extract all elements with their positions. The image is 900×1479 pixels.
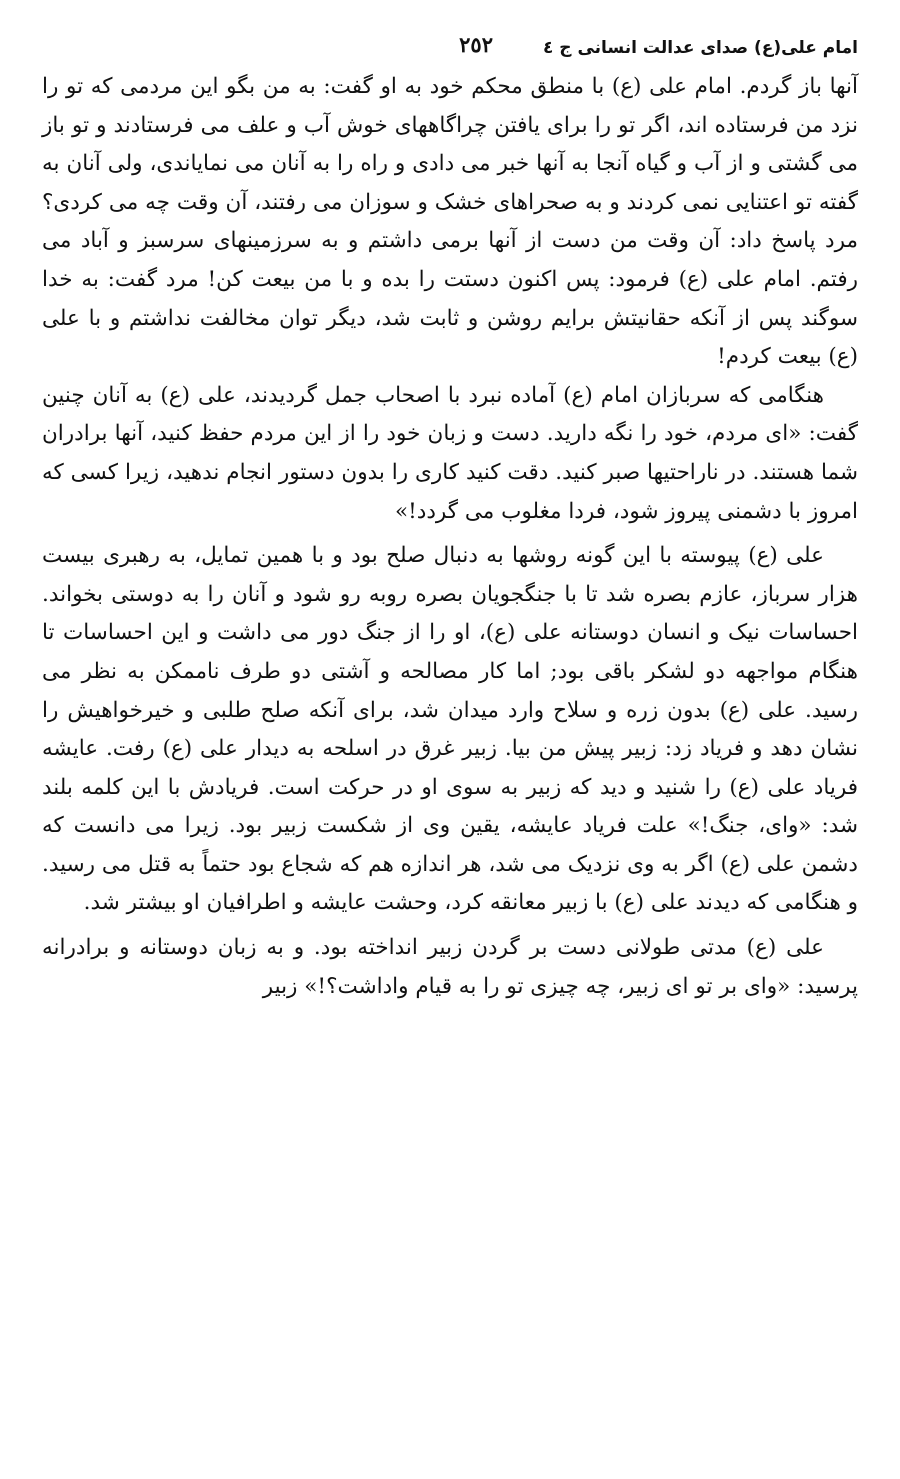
page-body — [42, 68, 858, 1006]
paragraph-3: علی (ع) پیوسته با این گونه روشها به دنبال صلح بود و با همین تمایل، به رهبری بیست هزار سرباز، عازم بصره شد تا با جنگجویان بصره روبه رو شود و آنان را به دوستی بخواند. احساسات نیک و انسان دوستانه علی (ع)، او را از جنگ دور می داشت و این احساسات تا هنگام مواجهه دو لشکر باقی بود; اما کار مصالحه و آشتی دو طرف ناممکن به نظر می رسید. علی (ع) بدون زره و سلاح وارد میدان شد، برای آنکه صلح طلبی و خیرخواهیش را نشان دهد و فریاد زد: زبیر پیش من بیا. زبیر غرق در اسلحه به دیدار علی (ع) رفت. عایشه فریاد علی (ع) را شنید و دید که زبیر به سوی او در حرکت است. فریادش با این کلمه بلند شد: «وای، جنگ!» علت فریاد عایشه، یقین وی از شکست زبیر بود. زیرا می دانست که دشمن علی (ع) اگر به وی نزدیک می شد، هر اندازه هم که شجاع بود حتماً به قتل می رسید. و هنگامی که دیدند علی (ع) با زبیر معانقه کرد، وحشت عایشه و اطرافیان او بیشتر شد. — [42, 543, 858, 916]
book-page — [42, 30, 858, 1460]
paragraph-2: هنگامی که سربازان امام (ع) آماده نبرد با اصحاب جمل گردیدند، علی (ع) به آنان چنین گفت: «ای مردم، خود را نگه دارید. دست و زبان خود را از این مردم حفظ کنید، آنها برادران شما هستند. در ناراحتیها صبر کنید. دقت کنید کاری را بدون دستور انجام ندهید، زیرا کسی که امروز با دشمنی پیروز شود، فردا مغلوب می گردد!» — [42, 382, 858, 524]
running-header — [42, 30, 858, 68]
paragraph-4: علی (ع) مدتی طولانی دست بر گردن زبیر انداخته بود. و به زبان دوستانه و برادرانه پرسید: «وای بر تو ای زبیر، چه چیزی تو را به قیام واداشت؟!» زبیر — [42, 935, 858, 999]
page-number: ٢٥٢ — [459, 32, 493, 57]
book-title: امام علی(ع) صدای عدالت انسانی ج ٤ — [542, 38, 858, 58]
paragraph-1: آنها باز گردم. امام علی (ع) با منطق محکم خود به او گفت: به من بگو این مردمی که تو را نزد من فرستاده اند، اگر تو را برای یافتن چراگاههای خوش آب و علف می فرستادند و تو باز می گشتی و از آب و گیاه آنجا به آنها خبر می دادی و راه را به آنان می نمایاندی، ولی آنان به گفته تو اعتنایی نمی کردند و به صحراهای خشک و سوزان می رفتند، آن وقت چه می کردی؟ مرد پاسخ داد: آن وقت من دست از آنها برمی داشتم و به سرزمینهای سرسبز و آباد می رفتم. امام علی (ع) فرمود: پس اکنون دستت را بده و با من بیعت کن! مرد گفت: به خدا سوگند پس از آنکه حقانیتش برایم روشن و ثابت شد، دیگر توان مخالفت نداشتم و با علی (ع) بیعت کردم! — [42, 74, 858, 370]
